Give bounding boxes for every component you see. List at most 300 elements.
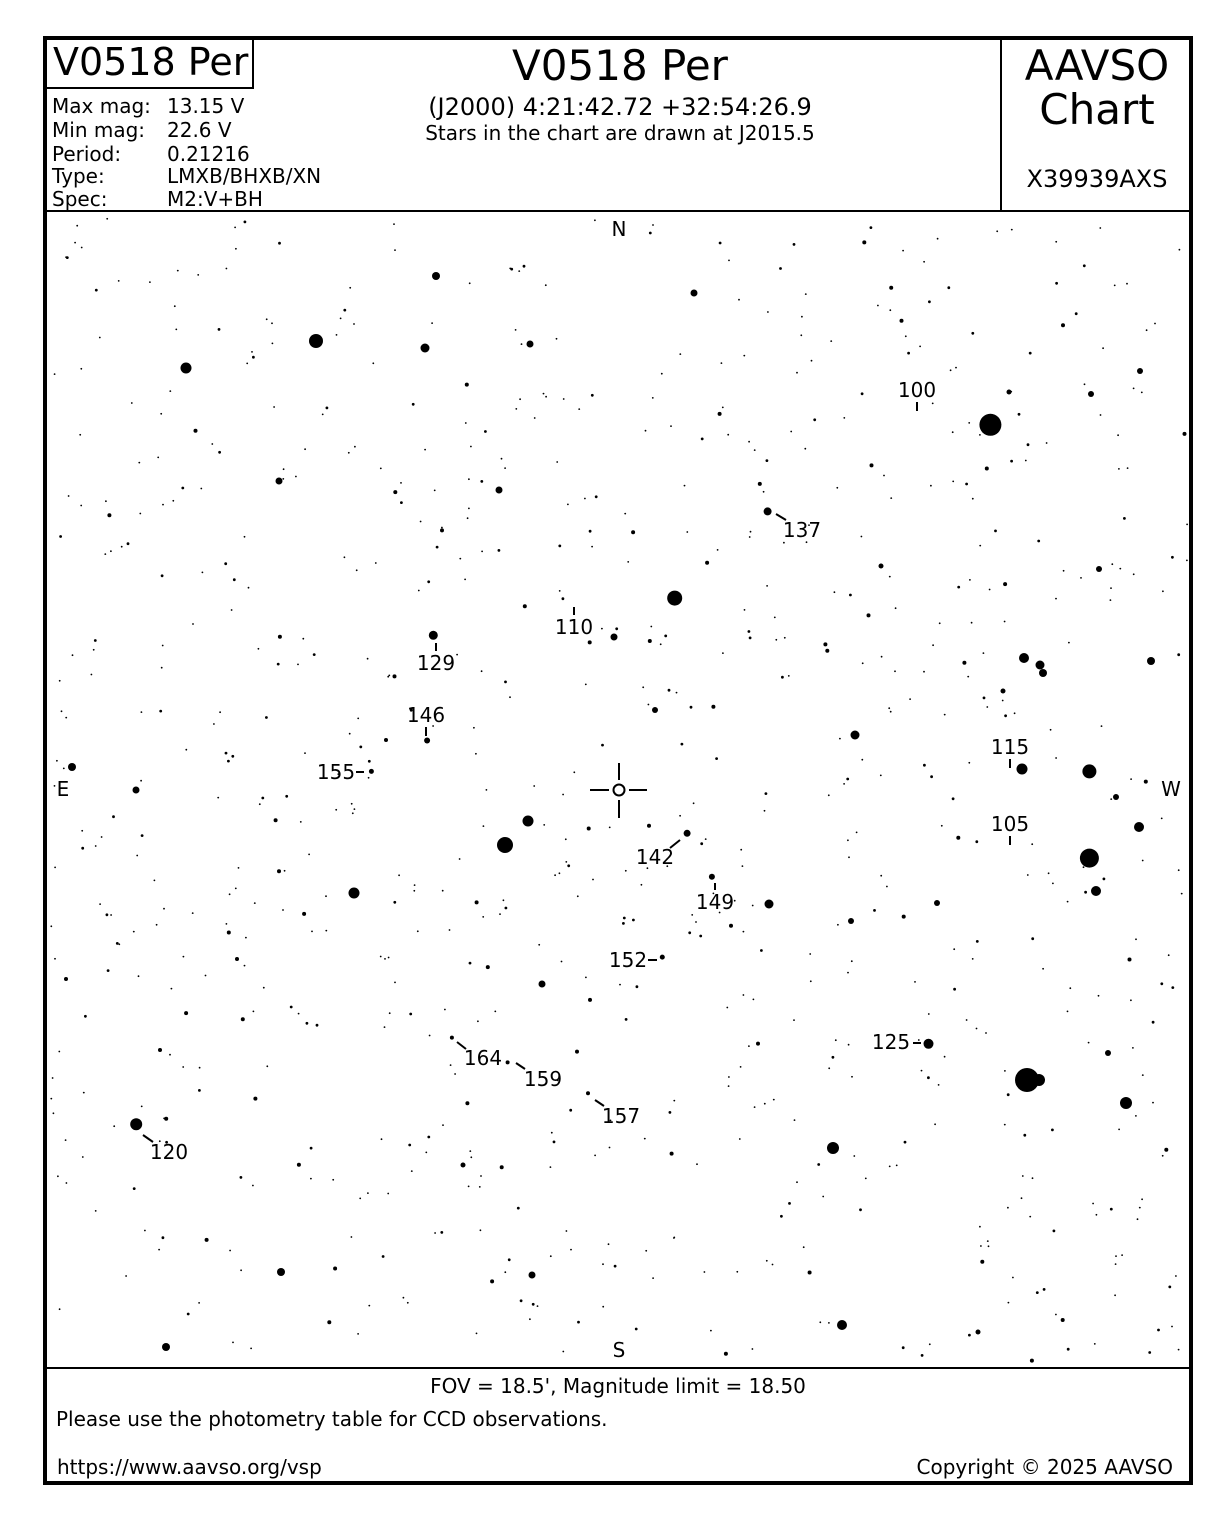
field-star: [442, 1124, 444, 1126]
field-star: [127, 542, 130, 545]
field-star: [784, 637, 786, 639]
field-star: [106, 913, 109, 916]
field-star: [989, 589, 991, 591]
field-star: [480, 1229, 482, 1231]
field-star: [758, 482, 762, 486]
field-star: [763, 491, 765, 493]
field-star: [197, 274, 199, 276]
field-star: [110, 914, 112, 916]
field-star: [384, 1026, 386, 1028]
field-star: [110, 550, 112, 552]
field-star: [645, 1250, 647, 1252]
field-star: [952, 431, 954, 433]
comp-star-142: [684, 830, 691, 837]
field-star: [306, 1022, 309, 1025]
field-star: [140, 780, 142, 782]
field-star: [719, 242, 722, 245]
comp-label-105: 105: [990, 812, 1030, 836]
field-star: [99, 903, 101, 905]
field-star: [184, 1011, 188, 1015]
field-star: [479, 1186, 481, 1188]
field-star: [241, 1017, 245, 1021]
field-star: [504, 1271, 506, 1273]
field-star: [465, 383, 469, 387]
field-star: [310, 1178, 312, 1180]
field-star: [805, 293, 807, 295]
field-star: [101, 836, 103, 838]
field-star: [161, 574, 164, 577]
field-star: [481, 670, 483, 672]
field-star: [767, 311, 769, 313]
field-star: [652, 224, 654, 226]
field-star: [534, 417, 536, 419]
field-star: [870, 226, 873, 229]
field-star: [351, 1236, 353, 1238]
field-star: [284, 870, 286, 872]
field-star: [158, 1249, 160, 1251]
field-star: [459, 858, 461, 860]
field-star: [602, 1306, 604, 1308]
field-star: [475, 753, 477, 755]
field-star: [545, 396, 547, 398]
field-star: [394, 249, 396, 251]
field-star: [886, 886, 888, 888]
field-star: [59, 1308, 61, 1310]
field-star: [1135, 1115, 1137, 1117]
field-star: [1025, 460, 1027, 462]
field-star: [118, 943, 120, 945]
field-star: [726, 1007, 728, 1009]
comp-label-157: 157: [601, 1104, 641, 1128]
field-star: [72, 654, 74, 656]
field-star: [796, 1181, 798, 1183]
field-star: [1105, 1050, 1111, 1056]
field-star: [748, 441, 750, 443]
comp-label-115: 115: [990, 735, 1030, 759]
field-star: [95, 289, 98, 292]
field-star: [650, 626, 652, 628]
field-star: [889, 309, 891, 311]
field-star: [63, 768, 65, 770]
field-star: [1083, 866, 1085, 868]
field-star: [372, 362, 374, 364]
field-star: [652, 707, 658, 713]
field-star: [1088, 1042, 1090, 1044]
field-star: [297, 1163, 301, 1167]
field-star: [543, 824, 545, 826]
field-star: [1029, 352, 1032, 355]
field-star: [261, 797, 264, 800]
field-star: [562, 1351, 564, 1353]
field-star: [976, 1330, 981, 1335]
field-star: [648, 704, 650, 706]
field-star: [729, 924, 733, 928]
field-star: [853, 1155, 855, 1157]
field-star: [104, 553, 106, 555]
field-star: [61, 710, 63, 712]
field-star: [661, 373, 663, 375]
field-star: [710, 1330, 712, 1332]
field-star: [880, 875, 882, 877]
info-label: Max mag:: [52, 94, 151, 118]
field-star: [902, 250, 904, 252]
field-star: [563, 398, 565, 400]
field-star: [873, 909, 876, 912]
field-star: [585, 977, 587, 979]
field-star: [879, 564, 884, 569]
field-star: [356, 569, 358, 571]
field-star: [440, 1231, 443, 1234]
field-star: [648, 639, 652, 643]
field-star: [497, 837, 513, 853]
field-star: [450, 1064, 452, 1066]
field-star: [986, 706, 988, 708]
field-star: [504, 467, 506, 469]
comp-star-110: [667, 591, 682, 606]
comp-label-146: 146: [406, 703, 446, 727]
field-star: [652, 1277, 654, 1279]
field-star: [1132, 1047, 1134, 1049]
field-star: [594, 219, 596, 221]
field-star: [380, 468, 382, 470]
field-star: [923, 261, 925, 263]
field-star: [573, 771, 575, 773]
field-star: [957, 586, 960, 589]
field-star: [1123, 517, 1126, 520]
field-star: [213, 723, 215, 725]
field-star: [1030, 1359, 1034, 1363]
field-star: [349, 888, 360, 899]
field-star: [956, 836, 960, 840]
field-star: [244, 536, 246, 538]
field-star: [577, 1321, 580, 1324]
field-star: [980, 1260, 984, 1264]
field-star: [1036, 661, 1045, 670]
field-star: [368, 1305, 370, 1307]
field-star: [952, 797, 955, 800]
field-star: [470, 1156, 472, 1158]
field-star: [847, 972, 849, 974]
field-star: [756, 1042, 760, 1046]
field-star: [1011, 229, 1013, 231]
info-label: Spec:: [52, 187, 108, 211]
field-star: [743, 994, 745, 996]
field-star: [696, 1163, 698, 1165]
field-star: [889, 1166, 891, 1168]
field-star: [834, 591, 836, 593]
field-star: [932, 644, 934, 646]
field-star: [387, 1193, 389, 1195]
field-star: [937, 238, 939, 240]
field-star: [245, 937, 247, 939]
field-star: [1055, 598, 1057, 600]
field-star: [1055, 241, 1057, 243]
field-star: [1022, 1175, 1024, 1177]
compass-north: N: [611, 217, 627, 241]
field-star: [226, 268, 228, 270]
field-star: [398, 874, 400, 876]
ccd-note: Please use the photometry table for CCD observations.: [56, 1407, 608, 1431]
field-star: [138, 462, 140, 464]
field-star: [480, 480, 483, 483]
field-star: [465, 1101, 469, 1105]
field-star: [1118, 1129, 1120, 1131]
field-star: [354, 446, 356, 448]
field-star: [182, 1066, 184, 1068]
field-star: [914, 981, 916, 983]
field-star: [774, 617, 776, 619]
field-star: [1004, 1124, 1006, 1126]
field-star: [861, 392, 864, 395]
field-star: [859, 1208, 862, 1211]
field-star: [955, 367, 957, 369]
field-star: [728, 1076, 730, 1078]
field-star: [327, 1320, 331, 1324]
field-star: [1021, 1197, 1023, 1199]
info-value: 0.21216: [167, 142, 250, 166]
field-star: [1019, 653, 1029, 663]
field-star: [160, 413, 162, 415]
field-star: [765, 900, 774, 909]
field-star: [835, 1039, 837, 1041]
field-star: [764, 1103, 766, 1105]
comp-label-100: 100: [897, 378, 937, 402]
field-star: [235, 957, 239, 961]
field-star: [162, 1343, 170, 1351]
field-star: [909, 698, 911, 700]
field-star: [393, 223, 395, 225]
field-star: [676, 692, 678, 694]
field-star: [467, 517, 469, 519]
field-star: [107, 513, 111, 517]
field-star: [1152, 1021, 1155, 1024]
field-star: [1114, 1294, 1116, 1296]
field-star: [971, 332, 974, 335]
field-star: [773, 1099, 775, 1101]
field-star: [800, 334, 802, 336]
field-star: [1050, 729, 1052, 731]
field-star: [246, 363, 248, 365]
field-star: [748, 1045, 750, 1047]
field-star: [848, 1044, 850, 1046]
chart-id: X39939AXS: [1026, 165, 1168, 193]
field-star: [118, 280, 120, 282]
field-star: [562, 794, 564, 796]
field-star: [862, 662, 864, 664]
field-star: [1067, 1011, 1069, 1013]
field-star: [434, 1232, 436, 1234]
field-star: [772, 1264, 774, 1266]
field-star: [112, 815, 115, 818]
comp-star-164: [450, 1036, 454, 1040]
field-star: [1061, 1318, 1065, 1322]
field-star: [421, 344, 430, 353]
field-star: [65, 1139, 67, 1141]
field-star: [335, 809, 337, 811]
field-star: [50, 925, 52, 927]
field-star: [809, 953, 811, 955]
field-star: [1183, 432, 1187, 436]
field-star: [412, 403, 415, 406]
field-star: [141, 711, 143, 713]
field-star: [1067, 1348, 1070, 1351]
field-star: [162, 645, 164, 647]
field-star: [1119, 568, 1121, 570]
field-star: [848, 918, 854, 924]
field-star: [198, 1302, 200, 1304]
comp-label-152: 152: [608, 948, 648, 972]
field-star: [679, 353, 681, 355]
field-star: [509, 696, 511, 698]
field-star: [1142, 860, 1144, 862]
field-star: [244, 965, 246, 967]
field-star: [861, 536, 863, 538]
field-star: [752, 905, 754, 907]
field-star: [158, 1048, 162, 1052]
field-star: [1128, 958, 1132, 962]
field-star: [139, 513, 141, 515]
field-star: [1103, 878, 1106, 881]
field-star: [211, 443, 213, 445]
field-star: [750, 531, 752, 533]
field-star: [95, 845, 97, 847]
field-star: [503, 899, 505, 901]
field-star: [259, 803, 261, 805]
field-star: [277, 663, 280, 666]
field-star: [895, 607, 897, 609]
field-star: [967, 676, 969, 678]
field-star: [271, 322, 273, 324]
field-star: [1055, 757, 1057, 759]
field-star: [532, 1303, 535, 1306]
field-star: [403, 1297, 405, 1299]
field-star: [459, 558, 461, 560]
field-star: [481, 551, 483, 553]
field-star: [760, 949, 763, 952]
field-star: [527, 341, 534, 348]
field-star: [309, 334, 323, 348]
field-star: [298, 1013, 300, 1015]
field-star: [592, 879, 594, 881]
field-star: [64, 977, 68, 981]
field-star: [533, 785, 535, 787]
field-star: [304, 448, 306, 450]
field-star: [851, 731, 860, 740]
field-star: [1012, 1277, 1014, 1279]
field-star: [1099, 227, 1101, 229]
field-star: [851, 1076, 853, 1078]
field-star: [965, 483, 968, 486]
compass-south: S: [612, 1338, 626, 1362]
field-star: [928, 1013, 930, 1015]
field-star: [80, 368, 82, 370]
field-star: [585, 684, 587, 686]
field-star: [50, 1098, 52, 1100]
field-star: [691, 914, 693, 916]
comp-label-110: 110: [554, 615, 594, 639]
field-star: [1186, 524, 1188, 526]
field-star: [1008, 1302, 1010, 1304]
field-star: [736, 1271, 738, 1273]
field-star: [411, 1170, 413, 1172]
field-star: [1032, 1177, 1034, 1179]
field-star: [218, 328, 221, 331]
field-star: [272, 343, 274, 345]
field-star: [217, 797, 219, 799]
field-star: [149, 281, 151, 283]
field-star: [218, 451, 221, 454]
field-star: [163, 1118, 165, 1120]
field-star: [837, 1320, 847, 1330]
field-star: [976, 940, 979, 943]
field-star: [81, 830, 83, 832]
field-star: [1010, 391, 1012, 393]
field-star: [718, 412, 722, 416]
field-star: [348, 452, 350, 454]
field-star: [198, 1089, 201, 1092]
field-star: [1162, 590, 1164, 592]
field-star: [811, 360, 813, 362]
field-star: [1004, 1070, 1006, 1072]
field-star: [231, 755, 234, 758]
field-star: [828, 1067, 830, 1069]
field-star: [867, 613, 871, 617]
field-star: [444, 1009, 446, 1011]
field-star: [1004, 621, 1006, 623]
comp-label-149: 149: [695, 890, 735, 914]
field-star: [1094, 1343, 1096, 1345]
field-star: [609, 827, 611, 829]
field-star: [464, 579, 466, 581]
field-star: [919, 346, 921, 348]
field-star: [588, 998, 592, 1002]
field-star: [368, 777, 370, 779]
field-star: [1144, 780, 1148, 784]
field-star: [934, 900, 940, 906]
field-star: [154, 880, 156, 882]
field-star: [1110, 587, 1112, 589]
comp-star-155: [369, 769, 374, 774]
field-star: [881, 656, 883, 658]
field-star: [996, 230, 998, 232]
field-star: [449, 929, 451, 931]
field-star: [240, 1176, 243, 1179]
field-star: [68, 763, 76, 771]
field-star: [1001, 689, 1006, 694]
field-star: [856, 832, 858, 834]
field-star: [468, 1186, 470, 1188]
copyright: Copyright © 2025 AAVSO: [916, 1455, 1173, 1479]
aavso-title: AAVSO Chart: [1024, 41, 1170, 134]
field-star: [923, 764, 926, 767]
field-star: [469, 282, 471, 284]
field-star: [169, 390, 171, 392]
field-star: [953, 988, 956, 991]
field-star: [177, 270, 179, 272]
field-star: [93, 649, 95, 651]
chart-title: V0518 Per: [512, 41, 728, 90]
field-star: [938, 1084, 940, 1086]
field-star: [1141, 1198, 1143, 1200]
field-star: [1126, 283, 1128, 285]
field-star: [1020, 1073, 1024, 1077]
field-star: [54, 867, 56, 869]
field-star: [359, 1198, 361, 1200]
comp-label-164: 164: [463, 1046, 503, 1070]
field-star: [888, 707, 890, 709]
field-star: [968, 422, 970, 424]
field-star: [722, 652, 724, 654]
